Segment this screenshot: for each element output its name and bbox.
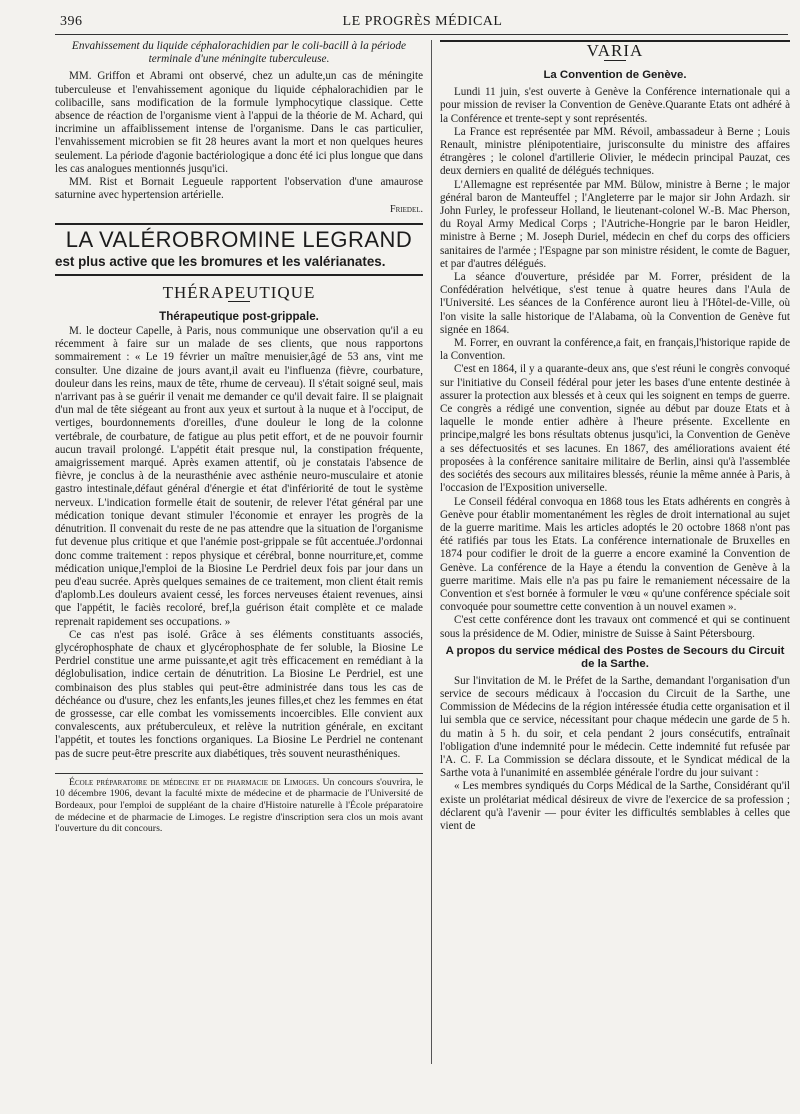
paragraph: C'est cette conférence dont les travaux ont commencé et qui se continuent sous la présidence de M. Odier, ministre de Suisse à Saint Pétersbourg. xyxy=(440,614,790,640)
varia-rule xyxy=(604,60,626,61)
page-number: 396 xyxy=(60,14,83,29)
paragraph: M. Forrer, en ouvrant la conférence,a fait, en français,l'historique rapide de la Convention. xyxy=(440,337,790,363)
paragraph: M. le docteur Capelle, à Paris, nous communique une observation qu'il a eu récemment à faire sur un malade de ses clients, que nous rapportons sommairement : « Le 19 février un maître menuisier,âgé de 53 ans, vint me consulter. Une dizaine de jours avant,il avait eu l'influenza (fièvre, courbature, douleur dans les reins, maux de tête, rhume de cerveau). Il s'était soigné seul, mais n'arrivant pas à se guérir il venait me demander ce qu'il devait faire. Il se plaignait d'un mal de tête siégeant au front aux yeux et surtout à la nuque et à l'occiput, de vertiges, bourdonnements d'oreilles, d'une douleur le long de la colonne vertébrale, de courbature, de fatigue au plus petit effort, et de ne pouvoir fournir aucun travail prolongé. L'appétit était presque nul, la constipation fréquente, amaigrissement marqué. Après examen attentif, où je constatais l'absence de fièvre, je conclus à de la neurasthénie avec asthénie neuro-musculaire et atonie gastro intestinale,défaut général d'énergie et état d'infériorité de tout le système nerveux. L'indication formelle était de soutenir, de relever l'état général par une médication tonique devant stimuler l'économie et enrayer les progrès de la dénutrition. Il convenait du reste de ne pas attendre que la situation de l'organisme fut devenue plus critique et que l'anémie post-grippale se fût accentuée.J'ordonnai donc comme traitement : repos physique et cérébral, bonne nourriture,et, comme médication unique,l'emploi de la Biosine Le Perdriel deux fois par jour dans un peu d'eau sucrée. Après quelques semaines de ce traitement, mon client était remis d'aplomb.Les douleurs avaient cessé, les forces nerveuses étaient revenues, ainsi que l'appétit, le faciès recoloré, bref,la guérison était complète et ce malade reprenait rapidement ses occupations. » xyxy=(55,325,423,628)
paragraph: La France est représentée par MM. Révoil, ambassadeur à Berne ; Louis Renault, ministre plénipotentiaire, jurisconsulte du ministre des affaires étrangères ; le colonel d'artillerie Olivier, le médecin principal Pauzat, ces deux derniers en qualité de délégués techniques. xyxy=(440,125,790,178)
paragraph: C'est en 1864, il y a quarante-deux ans, que s'est réuni le congrès convoqué sur l'initiative du Conseil fédéral pour jeter les bases d'une entente destinée à assurer la protection aux blessés et à ceux qui les soignent en temps de guerre. Ce congrès a rédigé une convention, signée au début par douze Etats et à laquelle le monde entier adhère à l'heure présente. Excellente en principe,malgré les bons résultats obtenus jusqu'ici, la Convention de Genève a ses défectuosités et ses lacunes. En 1867, des améliorations avaient été proposées à la conférence sanitaire militaire de Berlin, ainsi qu'à l'assemblée des sociétés des secours aux militaires blessés, réunie la même année à Paris, à l'occasion de l'Exposition universelle. xyxy=(440,363,790,495)
journal-title: LE PROGRÈS MÉDICAL xyxy=(342,14,503,29)
ad-subtitle: est plus active que les bromures et les valérianates. xyxy=(55,253,386,269)
article-heading-italic: Envahissement du liquide céphalorachidien par le coli-bacill à la période terminale d'une méningite tuberculeuse. xyxy=(71,40,407,66)
author-signature: Friedel. xyxy=(390,204,423,216)
paragraph: Ce cas n'est pas isolé. Grâce à ses éléments constituants associés, glycérophosphate de chaux et glycérophosphate de fer soluble, la Biosine Le Perdriel constitue une arme puissante,et agit très efficacement en remédiant à la déglobulisation, indice certain de dénutrition. La Biosine Le Perdriel, est une combinaison des plus stables qui peut-être administrée dans tous les cas de déchéance ou d'usure, chez les enfants,les jeunes filles,et chez les femmes en état de grossesse, car elle combat les vomissements incoercibles. Elle convient aux convalescents, aux prétuberculeux, et relève la nutrition générale, en excitant l'appétit, et toutes les fonctions organiques. La Biosine Le Perdriel ne contenant pas de sucre peut-être prescrite aux diabétiques, très souvent neurasthéniques. xyxy=(55,628,423,760)
page-header xyxy=(60,12,785,34)
paragraph: « Les membres syndiqués du Corps Médical de la Sarthe, Considérant qu'il existe un prolétariat médical désireux de vivre de l'exercice de sa profession ; déclarent qu'à l'avenir — pour éviter les difficultés semblables à celles que vient de xyxy=(440,780,790,832)
paragraph: MM. Griffon et Abrami ont observé, chez un adulte,un cas de méningite tuberculeuse et l'envahissement agonique du liquide céphalorachidien par le colibacille, sans modification de la formule lymphocytique classique. Cette absence de réaction de l'organisme vient à l'appui de la théorie de M. Achard, qui incrimine un affaiblissement intense de l'organisme. Dans le cas particulier, l'envahissement microbien se fit 28 heures avant la mort et non quelques heures seulement. La période d'agonie bactériologique a donc été ici plus longue que dans les cas analogues mentionnés jusqu'ici. xyxy=(55,70,423,175)
column-divider xyxy=(431,40,432,1064)
section-subtitle: Thérapeutique post-grippale. xyxy=(159,309,319,323)
paragraph: MM. Rist et Bornait Legueule rapportent l'observation d'une amaurose saturnine avec hypertension artérielle. xyxy=(55,176,423,202)
article-heading: La Convention de Genève. xyxy=(543,69,687,82)
ad-title: LA VALÉROBROMINE LEGRAND xyxy=(65,226,413,252)
varia-header xyxy=(440,40,790,61)
notice xyxy=(55,773,423,835)
header-rule xyxy=(55,34,788,35)
paragraph: Lundi 11 juin, s'est ouverte à Genève la Conférence internationale qui a pour mission de reviser la Convention de Genève.Quarante Etats ont adhéré à la Conférence et trente-sept y sont représentés. xyxy=(440,86,790,125)
section-title: THÉRAPEUTIQUE xyxy=(162,282,316,302)
notice-heading: École préparatoire de médecine et de pharmacie de Limoges. xyxy=(69,776,320,788)
notice-body: Un concours s'ouvrira, le 10 décembre 1906, devant la faculté mixte de médecine et de pharmacie de l'Université de Bordeaux, pour l'emploi de suppléant de la chaire d'Histoire naturelle à l'École préparatoire de médecine et de pharmacie de Limoges. Le registre d'inscription sera clos un mois avant l'ouverture du dit concours. xyxy=(55,776,423,835)
paragraph: L'Allemagne est représentée par MM. Bülow, ministre à Berne ; le major général baron de Manteuffel ; l'Angleterre par le major sir John Ardazh. sir John Furley, le professeur Holland, le lieutenant-colonel W.-B. Mac Pherson, du Royal Army Medical Corps ; l'Autriche-Hongrie par le baron Heidler, ministre à Berne ; M. Joseph Duriel, médecin en chef du corps des officiers sanitaires de l'armée ; l'Espagne par son ministre résident, le comte de Baguer, et par d'autres délégués. xyxy=(440,178,790,270)
paragraph: La séance d'ouverture, présidée par M. Forrer, président de la Confédération helvétique, s'est tenue à quatre heures dans l'Aula de l'Université. Les séances de la Conférence auront lieu à l'Hôtel-de-Ville, où l'on visite la salle historique de l'Alabama, où la Convention de Genève fut signée en 1864. xyxy=(440,271,790,336)
varia-title: VARIA xyxy=(586,41,644,60)
paragraph: Sur l'invitation de M. le Préfet de la Sarthe, demandant l'organisation d'un service de secours médicaux à l'occasion du Circuit de la Sarthe, une Commission de Médecins de la région intéressée étudia cette organisation et il lui sembla que ce service, nécessitant pour chaque médecin une garde de 5 h. du matin à 5 h. du soir, et cela pendant 2 jours consécutifs, entraînait l'obligation d'une indemnité pour le médecin. Cette indemnité fut refusée par l'A. C. F. La Commission se déclara dissoute, et le Syndicat médical de la Sarthe vota à l'unanimité en assemblée générale l'ordre du jour suivant : xyxy=(440,674,790,780)
article-heading: A propos du service médical des Postes de Secours du Circuit de la Sarthe. xyxy=(445,644,785,670)
right-column xyxy=(440,40,790,833)
paragraph: Le Conseil fédéral convoqua en 1868 tous les Etats adhérents en congrès à Genève pour établir momentanément les règles de droit international au sujet de la guerre maritime. Mais les articles adoptés le 20 octobre 1868 n'ont pas été ratifiés par tous les Etats. La conférence internationale de Bruxelles en 1874 pour codifier le droit de la guerre a encore examiné la Convention de Genève. La conférence de la Haye a étendu la convention de Genève à la guerre maritime. Mais elle n'a pas pu faire le remaniement nécessaire de la Convention et s'est bornée à formuler le vœu « qu'une conférence spéciale soit convoquée pour soumettre cette convention à un nouvel examen ». xyxy=(440,495,790,614)
left-column xyxy=(55,40,423,835)
advertisement xyxy=(55,223,423,276)
